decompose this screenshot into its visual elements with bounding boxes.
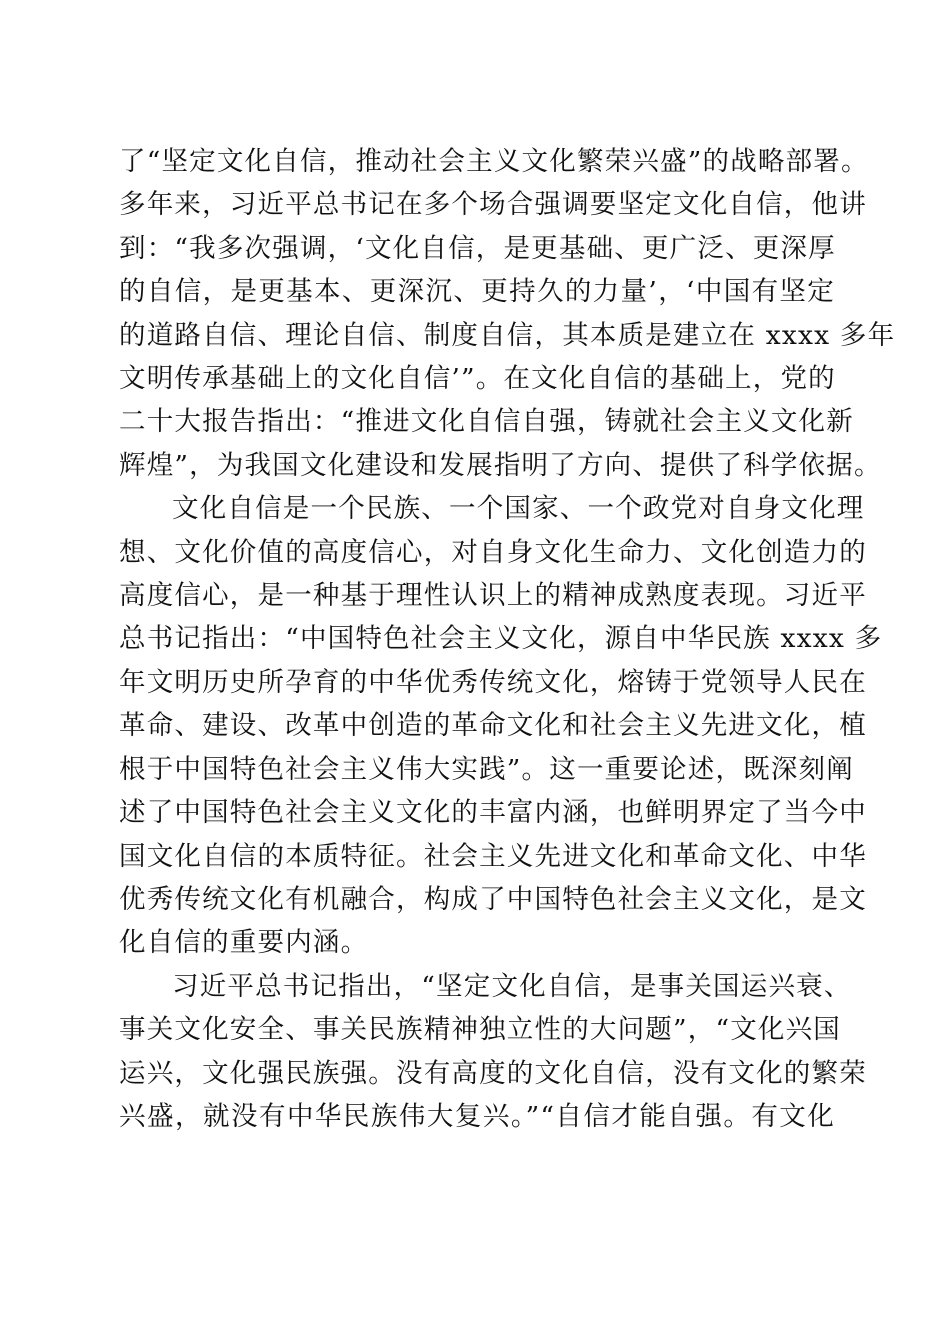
- text-line: 想、文化价值的高度信心，对自身文化生命力、文化创造力的: [119, 536, 867, 568]
- text-line: 事关文化安全、事关民族精神独立性的大问题”，“文化兴国: [119, 1014, 841, 1046]
- text-line: 辉煌”，为我国文化建设和发展指明了方向、提供了科学依据。: [119, 449, 882, 481]
- text-line: 习近平总书记指出，“坚定文化自信，是事关国运兴衰、: [172, 970, 852, 1002]
- text-line: 优秀传统文化有机融合，构成了中国特色社会主义文化，是文: [119, 883, 867, 915]
- text-line: 革命、建设、改革中创造的革命文化和社会主义先进文化，植: [119, 710, 867, 742]
- text-line: 运兴，文化强民族强。没有高度的文化自信，没有文化的繁荣: [119, 1057, 867, 1089]
- text-line: 兴盛，就没有中华民族伟大复兴。”“自信才能自强。有文化: [119, 1100, 835, 1132]
- text-line: 的自信，是更基本、更深沉、更持久的力量’，‘中国有坚定: [119, 276, 835, 308]
- text-line: 化自信的重要内涵。: [119, 927, 369, 959]
- text-line: 总书记指出：“中国特色社会主义文化，源自中华民族 xxxx 多: [119, 623, 883, 655]
- paragraph-2: [119, 487, 883, 964]
- text-line: 到：“我多次强调，‘文化自信，是更基础、更广泛、更深厚: [119, 232, 836, 264]
- body-text: [119, 140, 896, 1138]
- text-line: 年文明历史所孕育的中华优秀传统文化，熔铸于党领导人民在: [119, 666, 867, 698]
- text-line: 二十大报告指出：“推进文化自信自强，铸就社会主义文化新: [119, 406, 854, 438]
- text-line: 高度信心，是一种基于理性认识上的精神成熟度表现。习近平: [119, 580, 867, 612]
- text-line: 文化自信是一个民族、一个国家、一个政党对自身文化理: [172, 493, 865, 525]
- text-line: 根于中国特色社会主义伟大实践”。这一重要论述，既深刻阐: [119, 753, 854, 785]
- text-line: 述了中国特色社会主义文化的丰富内涵，也鲜明界定了当今中: [119, 797, 867, 829]
- text-line: 国文化自信的本质特征。社会主义先进文化和革命文化、中华: [119, 840, 867, 872]
- paragraph-1: [119, 140, 896, 487]
- text-line: 文明传承基础上的文化自信’”。在文化自信的基础上，党的: [119, 363, 836, 395]
- text-line: 了“坚定文化自信，推动社会主义文化繁荣兴盛”的战略部署。: [119, 146, 869, 177]
- text-line: 多年来，习近平总书记在多个场合强调要坚定文化自信，他讲: [119, 189, 867, 221]
- paragraph-3: [119, 965, 867, 1139]
- text-line: 的道路自信、理论自信、制度自信，其本质是建立在 xxxx 多年: [119, 319, 896, 351]
